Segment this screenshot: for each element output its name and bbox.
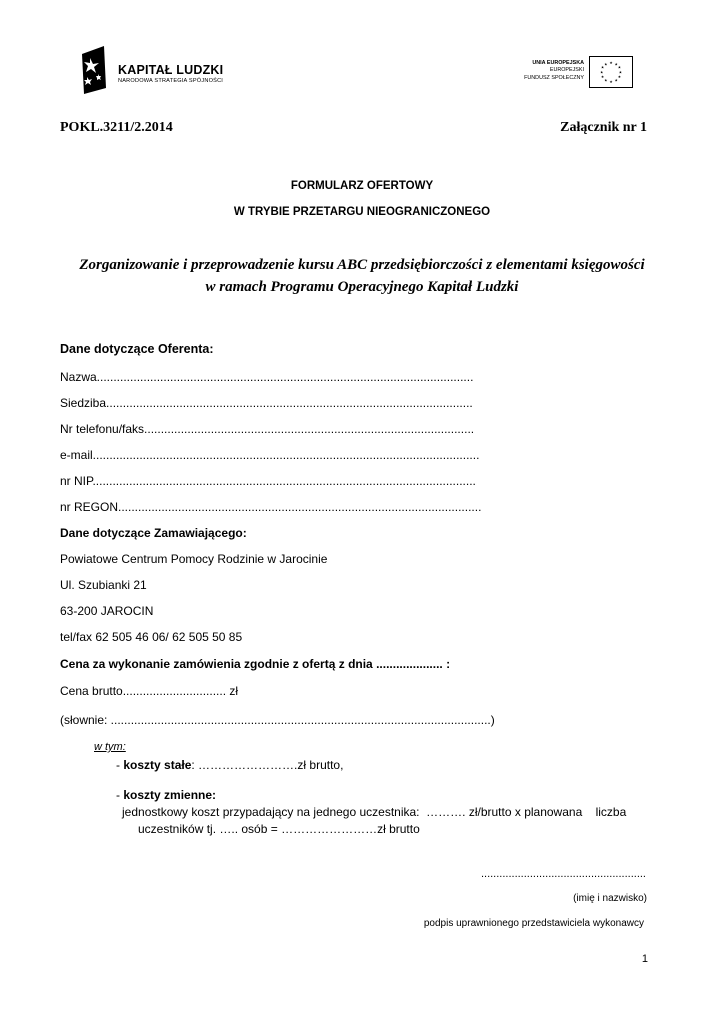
svg-text:★: ★ [618,70,623,75]
form-subtitle: W TRYBIE PRZETARGU NIEOGRANICZONEGO [233,206,491,218]
svg-text:★: ★ [600,65,605,70]
kapital-ludzki-title: KAPITAŁ LUDZKI [118,63,224,77]
kapital-ludzki-logo [78,44,238,98]
zamawiajacy-heading: Dane dotyczące Zamawiającego: [60,526,247,540]
price-slownie: (słownie: ..................................................................................................................) [60,713,495,727]
kapital-ludzki-subtitle: NARODOWA STRATEGIA SPÓJNOŚCI [118,78,224,84]
svg-text:★: ★ [604,78,608,83]
zamawiajacy-city: 63-200 JAROCIN [60,604,154,618]
svg-text:★: ★ [604,62,608,67]
eu-logo [506,56,636,92]
attachment-number: Załącznik nr 1 [560,120,647,135]
form-title: FORMULARZ OFERTOWY [290,180,434,192]
svg-text:★: ★ [617,75,622,80]
svg-text:★: ★ [609,79,613,84]
field-email: e-mail.................................................................................................................... [60,448,480,462]
signature-name-label: (imię i nazwisko) [573,893,647,904]
signature-dots: ...................................................... [480,868,646,880]
eu-logo-text [524,60,584,82]
page-number: 1 [641,953,648,965]
reference-number: POKL.3211/2.2014 [60,120,173,135]
field-siedziba: Siedziba.............................................................................................................. [60,396,473,410]
subject-line-1: Zorganizowanie i przeprowadzenie kursu ABC przedsiębiorczości z elementami księgowości [79,257,645,273]
koszty-zmienne-line [116,788,216,802]
koszty-zmienne-dash: - [116,788,124,802]
field-nazwa: Nazwa................................................................................................................. [60,370,474,384]
svg-text:★: ★ [600,75,605,80]
svg-text:★: ★ [599,70,604,75]
price-brutto: Cena brutto............................... zł [60,684,239,698]
signature-role-label: podpis uprawnionego przedstawiciela wykonawcy [423,918,644,929]
eu-logo-line1: UNIA EUROPEJSKA [532,60,584,66]
field-regon: nr REGON............................................................................................................. [60,500,482,514]
koszty-zmienne-label: koszty zmienne: [123,788,217,802]
eu-logo-line3: FUNDUSZ SPOŁECZNY [524,74,584,81]
koszty-stale-line [116,758,343,772]
subject-line-2: w ramach Programu Operacyjnego Kapitał Ludzki [205,279,519,295]
svg-text:★: ★ [614,78,618,83]
kapital-ludzki-emblem-icon [78,44,108,96]
field-telefon-faks: Nr telefonu/faks................................................................................................... [60,422,475,436]
eu-flag-icon [589,56,633,88]
zamawiajacy-name: Powiatowe Centrum Pomocy Rodzinie w Jarocinie [60,552,328,566]
koszty-stale-value: : …………………….zł brutto, [191,758,344,772]
koszty-zmienne-detail-1: jednostkowy koszt przypadający na jednego uczestnika: ………. zł/brutto x planowana liczba [122,805,627,819]
oferent-heading: Dane dotyczące Oferenta: [60,342,214,356]
koszty-stale-dash: - [116,758,124,772]
eu-logo-line2: EUROPEJSKI [549,67,584,74]
w-tym-label: w tym: [94,741,126,753]
svg-text:★: ★ [609,61,613,66]
koszty-zmienne-detail-2: uczestników tj. ….. osób = ……………………zł brutto [138,822,420,836]
zamawiajacy-street: Ul. Szubianki 21 [60,578,147,592]
zamawiajacy-phone: tel/fax 62 505 46 06/ 62 505 50 85 [60,630,243,644]
field-nip: nr NIP................................................................................................................... [60,474,476,488]
koszty-stale-label: koszty stałe [123,758,192,772]
svg-text:★: ★ [617,65,622,70]
svg-text:★: ★ [614,62,618,67]
price-heading: Cena za wykonanie zamówienia zgodnie z ofertą z dnia .................... : [60,657,451,671]
